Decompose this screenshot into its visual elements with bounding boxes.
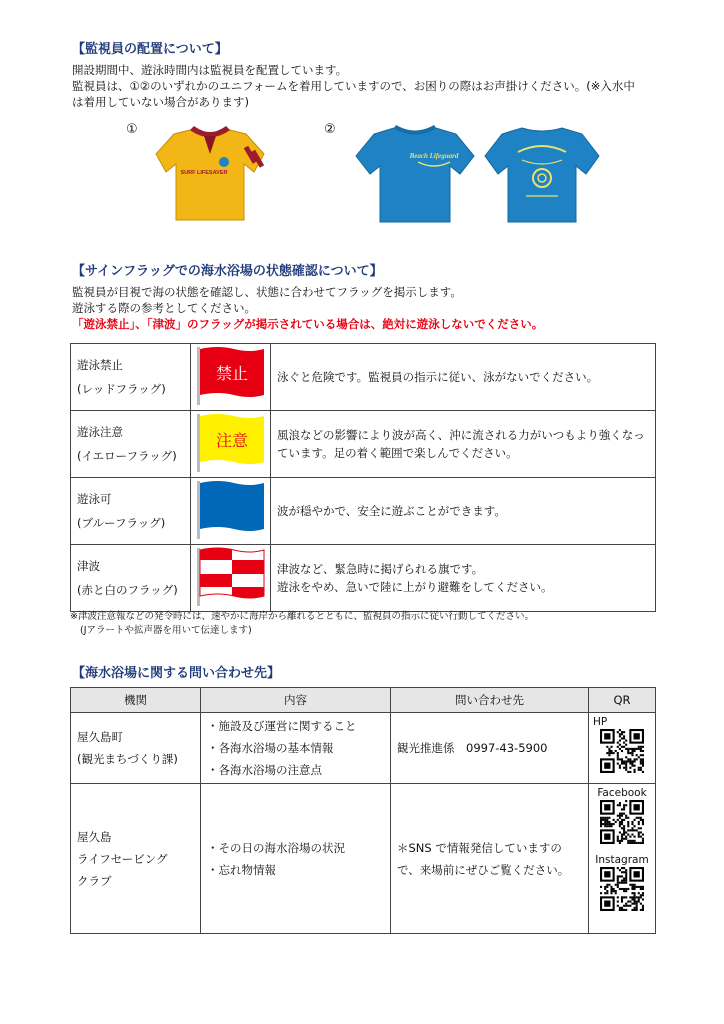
flag-row [71,344,656,411]
yellow-uniform-image [152,124,267,224]
shirt1-text: SURF LIFESAVER [180,170,228,176]
flag-desc-cell [271,411,656,478]
org-cell [71,784,201,934]
flag-image-cell [191,344,271,411]
org-line: (観光まちづくり課) [77,752,178,766]
header-qr: QR [589,688,656,713]
staff-line: 監視員は、①②のいずれかのユニフォームを着用していますので、お困りの際はお声掛けください。(※入水中 [72,79,635,93]
flag-sub: (レッドフラッグ) [77,382,166,396]
flag-sub: (イエローフラッグ) [77,449,177,463]
header-content: 内容 [201,688,391,713]
content-cell [201,713,391,784]
contact-table [70,687,656,934]
org-line: 屋久島町 [77,730,123,744]
flag-name: 遊泳可 [77,492,112,506]
flag-image-cell [191,478,271,545]
contact-phone: 観光推進係 0997-43-5900 [397,741,548,755]
flag-desc: 津波など、緊急時に掲げられる旗です。 [277,562,484,576]
flag-name-cell [71,411,191,478]
qr-label-facebook: Facebook [597,787,647,799]
blue-uniform-front-image [352,122,477,226]
contact-sns-line: で、来場前にぜひご覧ください。 [397,862,570,877]
qr-code-icon[interactable] [600,729,644,773]
contact-row [71,784,656,934]
contact-row [71,713,656,784]
flag-name: 津波 [77,559,100,573]
flag-desc-cell [271,545,656,612]
contact-section-title: 【海水浴場に関する問い合わせ先】 [72,666,281,681]
tsunami-note [70,610,534,638]
flag-desc: 遊泳をやめ、急いで陸に上がり避難をしてください。 [277,580,553,594]
qr-label-instagram: Instagram [595,854,649,866]
contact-cell [391,713,589,784]
blue-flag-icon [194,479,268,541]
flags-line: 監視員が目視で海の状態を確認し、状態に合わせてフラッグを掲示します。 [72,285,462,299]
flag-name-cell [71,344,191,411]
flag-desc: ています。足の着く範囲で楽しんでください。 [277,446,518,460]
flag-name-cell [71,478,191,545]
qr-cell [589,784,656,934]
flag-desc: 泳ぐと危険です。監視員の指示に従い、泳がないでください。 [277,370,599,384]
qr-code-icon[interactable] [593,729,651,780]
flag-row [71,411,656,478]
contact-header-row [71,688,656,713]
shirt2-text: Beach Lifeguard [409,152,459,160]
flag-row [71,545,656,612]
staff-line: は着用していない場合があります) [72,95,249,109]
flag-row [71,478,656,545]
org-cell [71,713,201,784]
flag-desc: 風浪などの影響により波が高く、沖に流される力がいつもより強くなっ [277,428,645,442]
org-line: クラブ [77,873,112,888]
flag-name: 遊泳注意 [77,425,123,439]
flag-sub: (ブルーフラッグ) [77,516,166,530]
blue-uniform-back-image [482,122,602,226]
flags-line: 遊泳する際の参考としてください。 [72,301,256,315]
flag-table [70,343,656,612]
flag-image-cell [191,545,271,612]
content-line: ・各海水浴場の基本情報 [207,741,334,755]
header-org: 機関 [71,688,201,713]
content-line: ・忘れ物情報 [207,862,276,877]
flag-sub: (赤と白のフラッグ) [77,583,178,597]
flag-image-cell [191,411,271,478]
contact-cell [391,784,589,934]
content-cell [201,784,391,934]
qr-cell [589,713,656,784]
staff-paragraph [72,62,662,110]
uniform-1-label: ① [126,122,138,137]
org-line: 屋久島 [77,829,112,844]
flag-desc-cell [271,478,656,545]
staff-line: 開設期間中、遊泳時間内は監視員を配置しています。 [72,63,348,77]
flags-paragraph [72,284,662,332]
contact-sns-line: ＊SNS で情報発信していますの [397,840,562,855]
red-flag-icon [194,345,268,407]
staff-section-title: 【監視員の配置について】 [72,42,228,57]
content-line: ・施設及び運営に関すること [207,719,357,733]
flag-text: 注意 [215,430,248,450]
qr-label-hp: HP [593,716,608,728]
org-line: ライフセービング [77,851,168,866]
content-line: ・各海水浴場の注意点 [207,763,322,777]
flag-desc-cell [271,344,656,411]
flag-desc: 波が穏やかで、安全に遊ぶことができます。 [277,504,506,518]
red-white-flag-icon [194,546,268,608]
qr-code-icon[interactable] [600,800,644,844]
note-line: (Jアラートや拡声器を用いて伝達します) [80,625,252,636]
flag-text: 禁止 [215,363,248,383]
qr-code-icon[interactable] [600,867,644,911]
flag-name-cell [71,545,191,612]
flag-name: 遊泳禁止 [77,358,123,372]
content-line: ・その日の海水浴場の状況 [207,840,345,855]
header-contact: 問い合わせ先 [391,688,589,713]
uniform-2-label: ② [324,122,336,137]
flags-warning: 「遊泳禁止」、「津波」のフラッグが掲示されている場合は、絶対に遊泳しないでください。 [72,317,544,331]
flags-section-title: 【サインフラッグでの海水浴場の状態確認について】 [72,264,383,279]
note-line: ※津波注意報などの発令時には、速やかに海岸から離れるとともに、監視員の指示に従い行動してください。 [70,611,534,622]
yellow-flag-icon [194,412,268,474]
